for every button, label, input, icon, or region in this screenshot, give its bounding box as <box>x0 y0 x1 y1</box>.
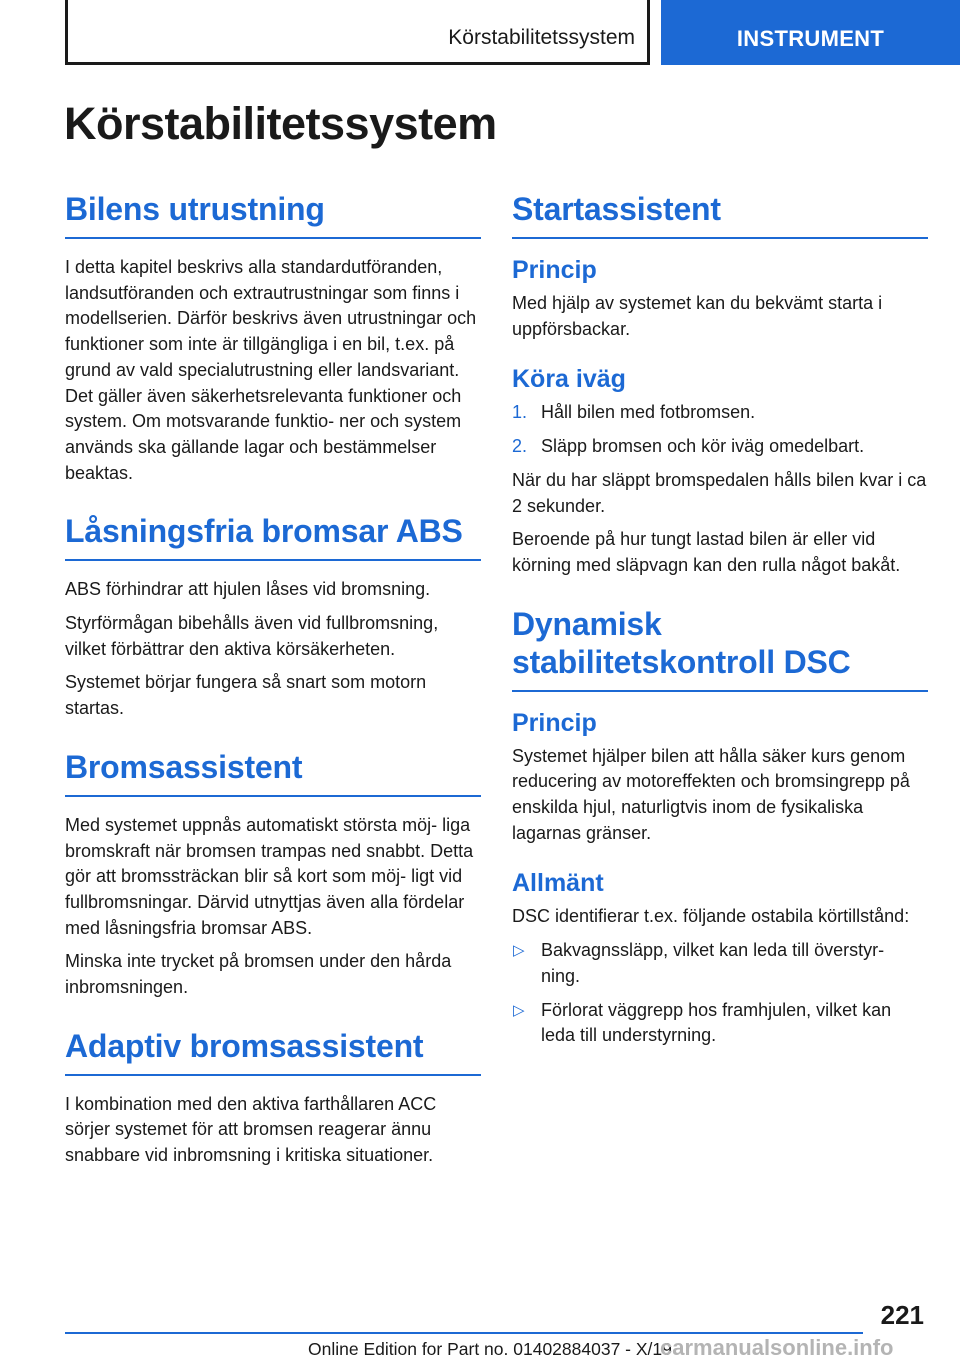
subsection-kora-ivag <box>512 364 928 578</box>
body-paragraph: Med systemet uppnås automatiskt största möj‐ liga bromskraft när bromsen trampas ned snabbt. Detta gör att bromssträckan blir så kort som möj‐ ligt vid fullbromsningar. Därvid utnyttjas även alla fördelar med låsningsfria bromsar ABS. <box>65 814 474 938</box>
body-paragraph: Styrförmågan bibehålls även vid fullbromsning, vilket förbättrar den aktiva körsäkerheten. <box>65 613 439 659</box>
section-heading: Låsningsfria bromsar ABS <box>65 512 481 561</box>
section-heading-line: Dynamisk <box>512 605 662 642</box>
body-paragraph: Beroende på hur tungt lastad bilen är eller vid körning med släpvagn kan den rulla något bakåt. <box>512 529 901 575</box>
section-heading: Startassistent <box>512 190 928 239</box>
body-paragraph: Med hjälp av systemet kan du bekvämt starta i uppförsbackar. <box>512 293 883 339</box>
body-paragraph: ABS förhindrar att hjulen låses vid bromsning. <box>65 579 431 600</box>
body-paragraph: I kombination med den aktiva farthållaren ACC sörjer systemet för att bromsen reagerar ännu snabbare vid inbromsning i kritiska situationer. <box>65 1093 437 1166</box>
list-item <box>512 434 928 460</box>
body-paragraph: Minska inte trycket på bromsen under den hårda inbromsningen. <box>65 951 452 998</box>
watermark-logo: carmanualsonline.info <box>660 1335 894 1360</box>
left-column <box>65 190 481 1195</box>
chapter-badge: INSTRUMENT <box>661 0 960 65</box>
header-left-rule <box>65 0 68 64</box>
subsection-heading: Princip <box>512 256 597 284</box>
section-heading: Adaptiv bromsassistent <box>65 1027 481 1076</box>
section-heading <box>512 605 928 692</box>
numbered-list <box>512 400 928 459</box>
body-paragraph: I detta kapitel beskrivs alla standardutföranden, landsutföranden och extrautrustningar som finns i modellserien. Därför beskrivs även utrustningar och funktioner som inte är tillgängliga i en bil, t.ex. på grund av vald specialutrustning eller landsvariant. Det gäller även säkerhetsrelevanta funktioner och system. Om motsvarande funktio‐ ner och system används ska gällande lagar och bestämmelser beaktas. <box>65 257 477 483</box>
step-number: 2. <box>512 436 528 457</box>
section-dsc <box>512 605 928 1049</box>
section-heading-line: stabilitetskontroll DSC <box>512 643 851 680</box>
subsection-heading: Allmänt <box>512 869 604 898</box>
header-right-rule <box>647 0 650 64</box>
page-title: Körstabilitetssystem <box>64 98 497 149</box>
subsection-allmant <box>512 868 928 1049</box>
section-adaptiv-bromsassistent <box>65 1027 481 1169</box>
body-paragraph: När du har släppt bromspedalen hålls bilen kvar i ca 2 sekunder. <box>512 469 927 516</box>
subsection-heading: Köra iväg <box>512 365 626 394</box>
triangle-bullet-icon: ▷ <box>513 1001 525 1019</box>
list-item <box>512 400 928 426</box>
list-item <box>512 998 928 1049</box>
body-paragraph: Systemet börjar fungera så snart som motorn startas. <box>65 672 427 719</box>
footer-rule <box>65 1332 863 1334</box>
section-bilens-utrustning <box>65 190 481 486</box>
subsection-princip <box>512 708 928 847</box>
bullet-text: Bakvagnssläpp, vilket kan leda till överstyr‐ ning. <box>541 940 885 986</box>
subsection-heading: Princip <box>512 708 597 737</box>
subsection-princip <box>512 255 928 342</box>
section-bromsassistent <box>65 748 481 1001</box>
footer-edition-text: Online Edition for Part no. 01402884037 - X/19 <box>308 1339 672 1359</box>
bullet-text: Förlorat väggrepp hos framhjulen, vilket kan leda till understyrning. <box>541 999 892 1046</box>
step-number: 1. <box>512 402 528 423</box>
right-column <box>512 190 928 1075</box>
body-paragraph: Systemet hjälper bilen att hålla säker kurs genom reducering av motoreffekten och bromsingrepp på enskilda hjul, naturligtvis inom de fysikaliska lagarnas gränser. <box>512 745 910 843</box>
section-heading: Bilens utrustning <box>65 190 481 239</box>
header-bottom-rule <box>65 62 650 65</box>
page-number: 221 <box>880 1300 924 1330</box>
section-heading: Bromsassistent <box>65 748 481 797</box>
list-item <box>512 938 928 989</box>
section-startassistent <box>512 190 928 579</box>
body-paragraph: DSC identifierar t.ex. följande ostabila körtillstånd: <box>512 906 910 927</box>
bullet-list <box>512 938 928 1049</box>
header-section-title: Körstabilitetssystem <box>448 26 635 49</box>
section-abs <box>65 512 481 722</box>
step-text: Håll bilen med fotbromsen. <box>541 402 756 423</box>
step-text: Släpp bromsen och kör iväg omedelbart. <box>541 436 865 457</box>
triangle-bullet-icon: ▷ <box>513 942 525 960</box>
